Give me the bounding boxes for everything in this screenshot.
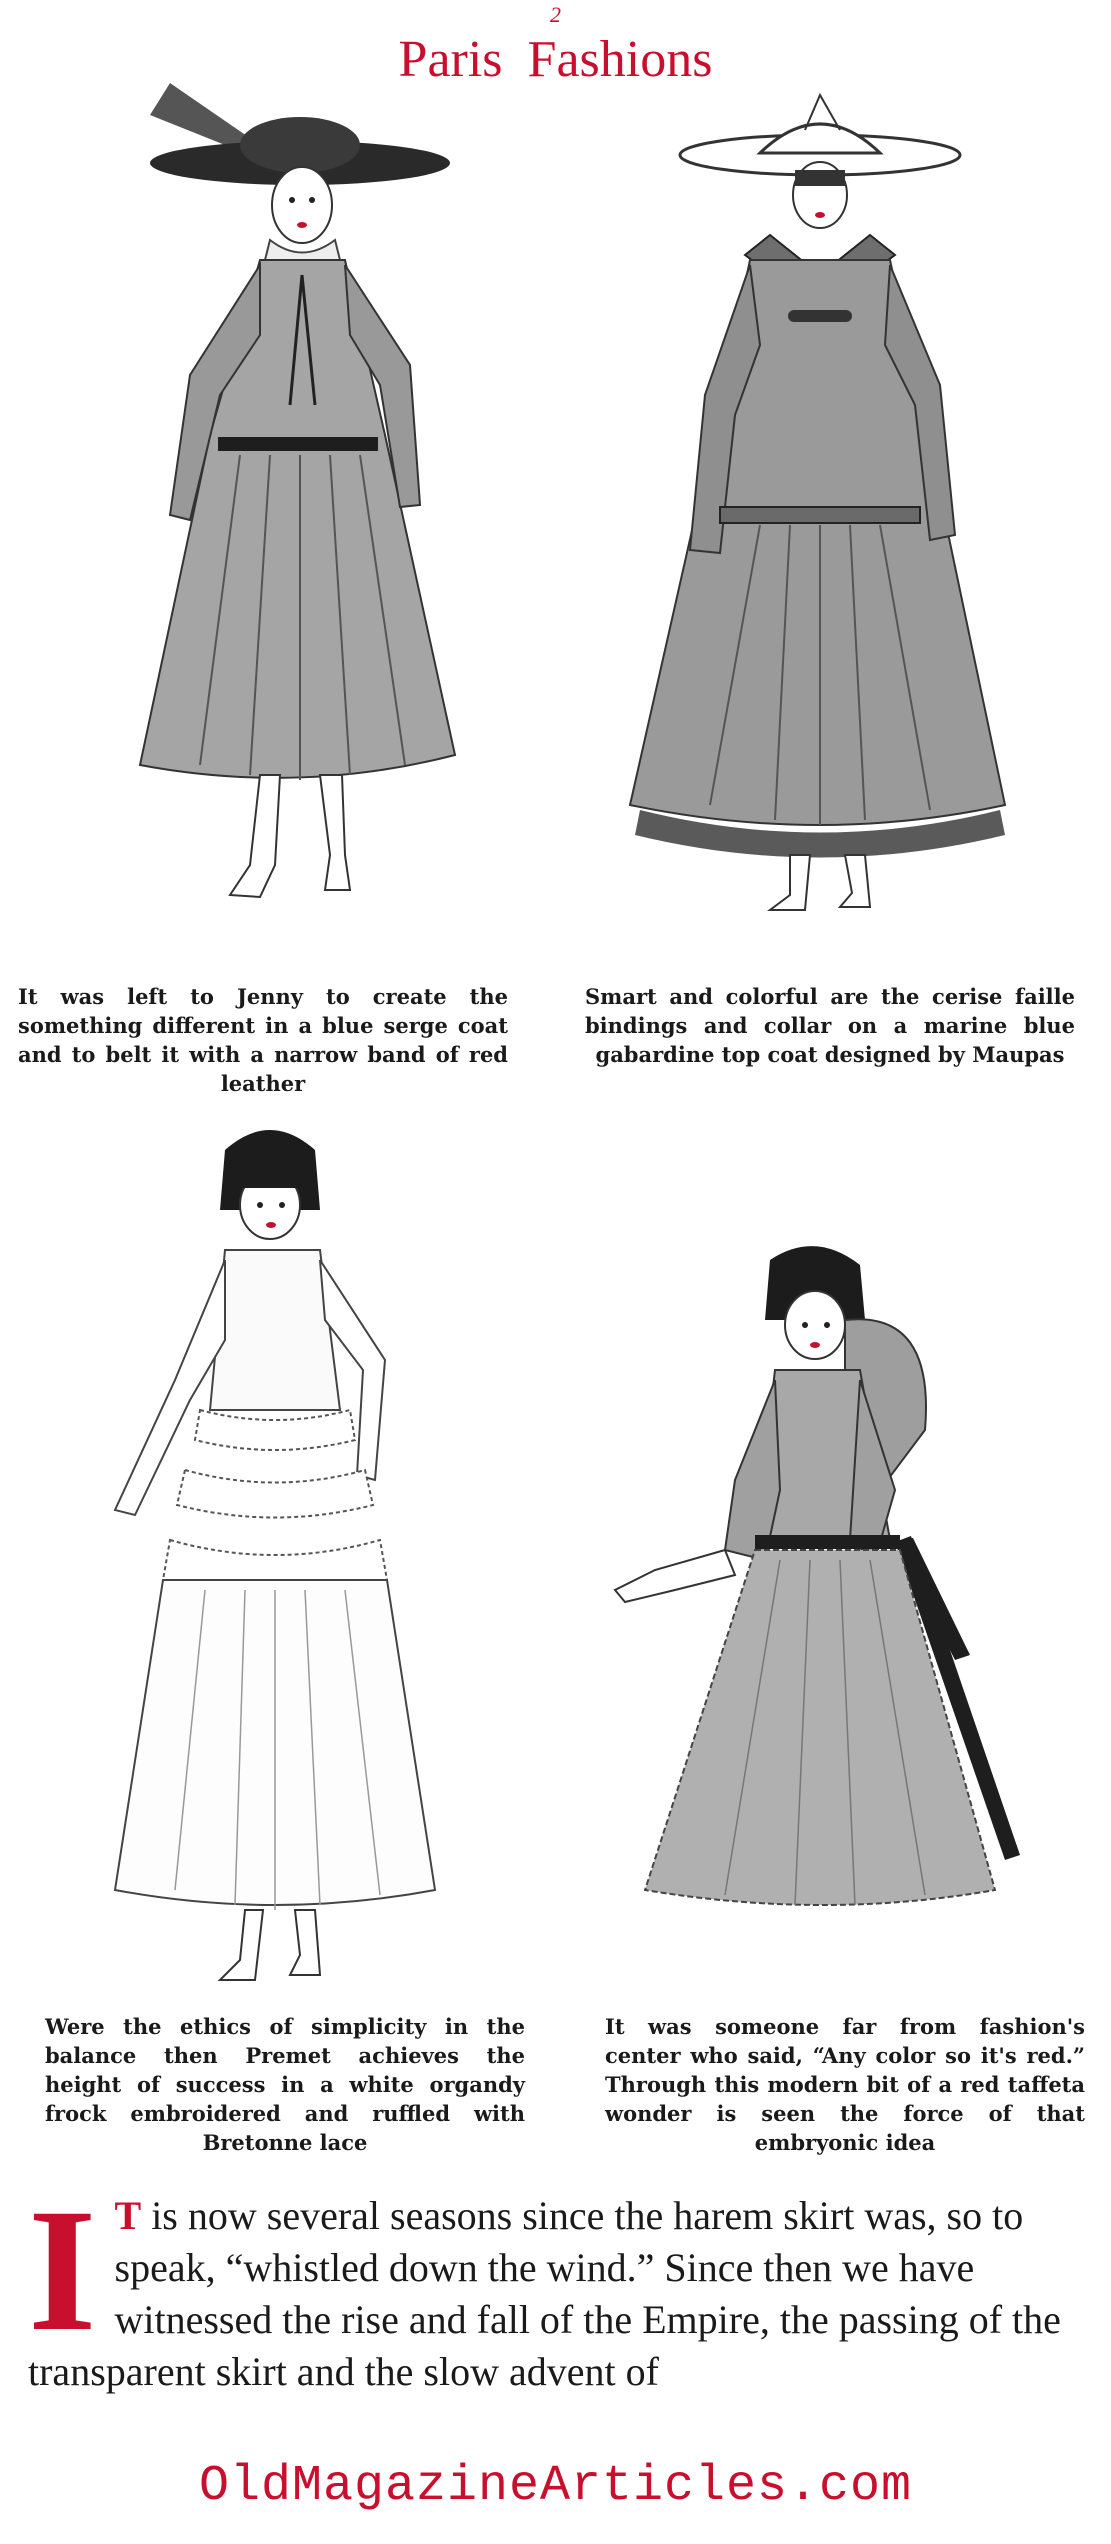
drop-cap: I: [28, 2173, 97, 2368]
lead-letter: T: [114, 2193, 142, 2238]
caption-maupas-coat: Smart and colorful are the cerise faille bindings and collar on a marine blue gabardine top coat designed by Maupas: [585, 984, 1075, 1067]
illustration-red-taffeta-dress: [595, 1230, 1055, 1920]
page-title: Paris Fashions: [398, 31, 713, 88]
illustration-premet-organdy-frock: [95, 1110, 495, 1990]
illustration-maupas-top-coat: [610, 75, 1040, 915]
caption-jenny-coat: It was left to Jenny to create the something different in a blue serge coat and to belt it with a narrow band of red leather: [18, 984, 508, 1096]
site-footer[interactable]: OldMagazineArticles.com: [198, 2458, 913, 2515]
illustration-blue-serge-coat: [110, 75, 490, 915]
article-text: is now several seasons since the harem skirt was, so to speak, “whistled down the wind.” Since then we have witnessed the rise and fall of the Empire, the passing of the transparent skirt and the slow advent of: [28, 2193, 1061, 2394]
article-body: [28, 2173, 1088, 2398]
caption-red-taffeta: It was someone far from fashion's center who said, “Any color so it's red.” Through this modern bit of a red taffeta wonder is seen the force of that embryonic idea: [605, 2014, 1085, 2155]
page-number: 2: [550, 2, 561, 27]
caption-premet-frock: Were the ethics of simplicity in the balance then Premet achieves the height of success in a white organdy frock embroidered and ruffled with Bretonne lace: [45, 2014, 525, 2155]
